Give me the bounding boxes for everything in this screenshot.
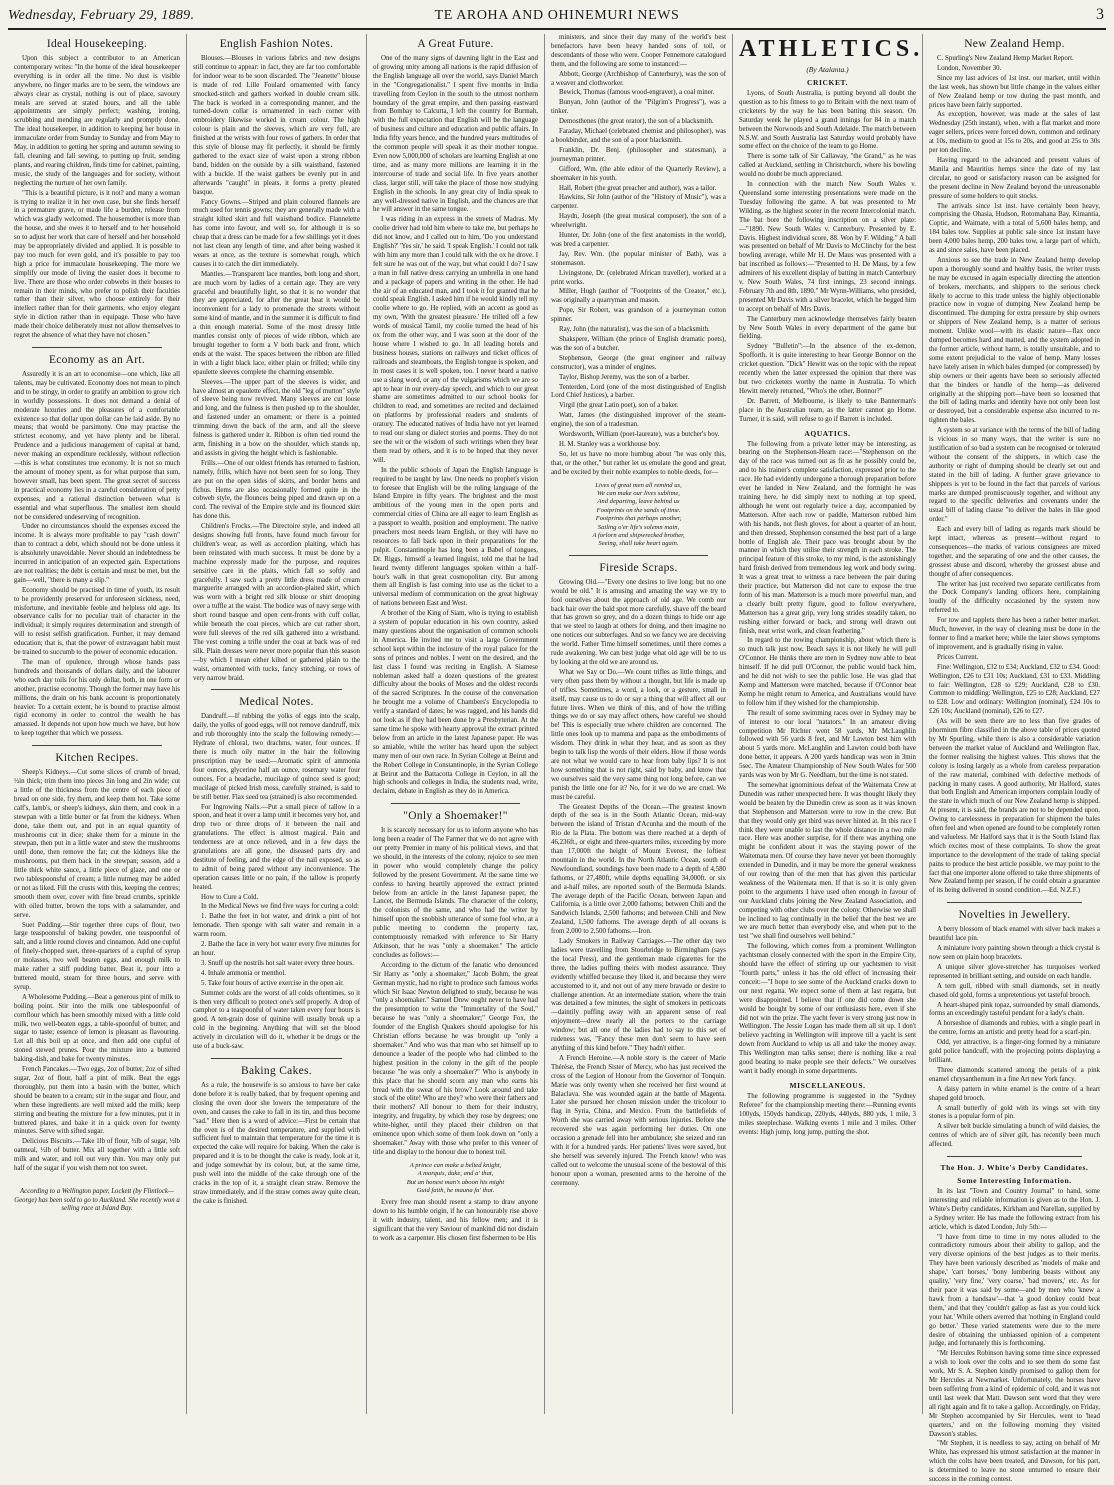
paragraph: The following programme is suggested in the "Sydney Referee" for the championship meeting there:—Running events 100yds, 150yds handicap, 220yds, 440yds, 880 yds, 1 mile, 3 miles steeplechase. Walking events 1 mile and 3 miles. Other events: High jump, long jump, putting the shot. (739, 1092, 916, 1136)
paragraph: Jay, Rev. Wm. (the popular minister of Bath), was a stonemason. (551, 250, 726, 267)
article-heading: Fireside Scraps. (599, 561, 678, 574)
article-heading: Novelties in Jewellery. (958, 909, 1071, 922)
divider (32, 745, 162, 746)
article-heading: New Zealand Hemp. (964, 38, 1065, 50)
divider (211, 689, 342, 690)
paragraph: French Pancakes.—Two eggs, 2oz of butter, 2oz of sifted sugar, 2oz of flour, half a pint of milk. Beat the eggs thoroughly, put them into a basin with the butter, which should be beaten to a cream; stir in the sugar and flour, and when these ingredients are well mixed add the milk; keep stirring and beating the mixture for a few minutes, put it in buttered plates, and bake it in a quick oven for twenty minutes. Serve with sifted sugar. (14, 1066, 180, 1136)
verse-line: A prince can make a belted knight, (409, 1161, 502, 1169)
paragraph: Growing Old.—"Every one desires to live long; but no one would be old." It is amusing and amazing the way we try to fool ourselves about the approach of old age. We comb our back hair over the bald spot more carefully, shave off the beard that has grown so grey, and do a dozen things to hide our age that we steel to laugh at others for doing, and then imagine no one notices our subterfuges. And so we fancy we are deceiving the world. Father Time himself sometimes, until there comes a rude awakening. We can best judge what old age will be to us by looking at the old we are around us. (551, 578, 726, 666)
verse (373, 1162, 538, 1196)
paragraph: Summer colds are the worst of all colds oftentimes, so it is then very difficult to protect one's self properly. A drop of camphor to a teaspoonful of water taken every four hours is good. A ten-grain dose of quinine will usually break up a cold in the beginning. Anything that will set the blood actively in circulation will do it, whether it be drugs or the use of a buck-saw. (193, 989, 360, 1051)
paragraph: A berry blossom of black enamel with silver back makes a beautiful lace pin. (929, 926, 1100, 943)
divider (947, 902, 1082, 903)
paragraph: Delicious Biscuits.—Take 1lb of flour, ½lb of sugar, ½lb oatmeal, ½lb of butter. Mix all together with a little soft milk and water, and roll out very thin. You may only put half of the sugar if you wish them not too sweet. (14, 1138, 180, 1173)
paragraph: Lyons, of South Australia, is putting beyond all doubt the question as to his fitness to go to Britain with the next team of cricketers by the way he has been batting this season. On Saturday week he played a grand innings for 84 in a match between the Norwoods and South Adelaide. The match between N.S.W. and South Australia last Saturday would probably have some effect on the choice of the team to go Home. (739, 90, 916, 151)
paragraph: For tow and tapplets there has been a rather better market. Much, however, in the way of cleaning must be done in the former to find a market here; while the later shows symptoms of improvement, and is gradually rising in value. (929, 617, 1100, 651)
paragraph: A heart-shaped pink topaz, surrounded by small diamonds, forms an exceedingly tasteful pendant for a lady's chain. (929, 1001, 1100, 1018)
paragraph: Stephenson, George (the great engineer and railway constructor), was a minder of engines. (551, 354, 726, 371)
article-heading: A Great Future. (417, 38, 494, 50)
paragraph: Every free man should resent a stamp to draw anyone down to his humble origin, if he can honourably rise above it with industry, talent, and his fellow men; and it is significant that the very Saviour of mankind did not disdain to work as a carpenter. His chosen first fishermen to be His (373, 1199, 538, 1242)
paragraph: Dandruff.—If rubbing the yolks of eggs into the scalp, daily, the yolks of good eggs, will not remove dandruff, mix and rub thoroughly into the scalp the following remedy:—Hydrate of chloral, two drachms, water, four ounces. If there is much oily matter in the hair the following prescription may be used:—Aromatic spirit of ammonia four ounces, glycerine half an ounce, rosemary water four ounces. For a headache, mucilage of quince seed is good; mucilage of picked Irish moss, carefully strained, is said to be still better. Flax seed tea (strained) is also recommended. (193, 713, 360, 801)
divider (32, 347, 162, 348)
paragraph: How to Cure a Cold. (201, 893, 259, 901)
article-body (929, 55, 1100, 896)
byline: (By Atalanta.) (806, 65, 849, 74)
paragraph: Lady Smokers in Railway Carriages.—The other day two ladies were travelling from Stourbridge to Birmingham (says the local Press), and the gentleman made cigarettes for the three, the ladies puffing theirs with modest assurance. They evidently whiffed because they liked it, and because they were accustomed to it, and not out of any mere bravado or desire to challenge attention. At an intermediate station, where the train was detained a few minutes, the sight of smokers in petticoats—daintily puffing away with an apparent sense of real enjoyment—drew nearly all the porters to the carriage window; but all one of the ladies had to say to this set of rudeness was, "Fancy these men don't seem to have seen anything of this kind before." They hadn't either. (551, 938, 726, 1052)
article-body (551, 579, 726, 1189)
paragraph: Upon this subject a contributor to an American contemporary writes: "In the home of the ideal housekeeper everything is in order all the time. No dust is visible anywhere, no finger marks are to be seen, the windows are always clear as crystal, nothing is out of place, savoury meals are served at stated hours, and all the table appointments are simply perfect; washing, ironing, scrubbing and mending are regularly and promptly done. The ideal housekeeper, in addition to keeping her house in immaculate order from Sunday to Sunday and from May to May, in addition to getting her spring and autumn sewing to fall, cleaning and fall sewing, to putting up fruit, sending plants, and rearing children, finds time for cabinet, painting, music, the study of the languages and for society, without neglecting the nurture of her own family. (14, 55, 180, 187)
paragraph: Children's Frocks.—The Directoire style, and indeed all designs showing full fronts, have found much favour for children's wear, as well as accordion plaiting, which has been reinstated with much success. It must be done by a machine expressly made for the purpose, and requires sensitive care in the plaits, which fall so softly and gracefully. I saw such a pretty little dress made of cream marguerite arranged with an accordion-plaited skirt, which was worn with a bright red silk blouse or shirt drooping over a tuffle at the waist. The bodice was of navy serge with short round basque and open cent-fronts with cuff collar, while beneath the coat pieces, which are cut rather short, were full sleeves of the red silk gathered into a wristband. The vest coming a trifle under the coat at back was of red silk. Plain dresses were never more popular than this season—by which I mean either kilted or gathered plain to the waist, ornamented with tucks, fancy stitching, or rows of very narrow braid. (193, 523, 360, 682)
paragraph: A brother of the King of Siam, who is trying to establish a system of popular education in his own country, asked many questions about the organisation of common schools in America. He invited me to visit a large Government school kept within the inclosure of the royal palace for the sons of princes and nobles. I went on the desired, and the last class I found was reciting in English. A Siamese nobleman asked half a dozen questions of the greatest difficulty about the books of Moses and the oldest records of the sacred Scriptures. In the course of the conversation he brought me a volume of Chambers's Encyclopedia to verify a standard of dates; he was ragged, and his hands did not look as if they had been done by a Presbyterian. At the same time he spoke with hearty approval the extract printed below from an article in the latest Japanese paper. He was so amiable, while the writer has heard upon the subject many men of our own race. In Syrian College at Beirut and the Robert College in Constantinople, in the Syrian College at Beirut and the Battacotta College in Ceylon, in all the high schools and colleges in India, the students read, write, declaim, debate in English as they do in America. (373, 610, 538, 796)
paragraph: 5. Take four hours of active exercise in the open air. (201, 979, 344, 987)
article-body (193, 1082, 360, 1207)
paragraph: Faraday, Michael (celebrated chemist and philosopher), was a bookbinder, and the son of a poor blacksmith. (551, 128, 726, 144)
paragraph: Hunter, Dr. John (one of the first anatomists in the world), was bred a carpenter. (551, 232, 726, 248)
paragraph: Prices Current. (937, 653, 979, 661)
paragraph: In the Medical News we find five ways for curing a cold: (201, 903, 359, 911)
paragraph: Virgil (the great Latin poet), son of a baker. (559, 402, 679, 410)
column-4 (544, 34, 732, 1414)
paragraph: London, November 30. (937, 64, 1002, 72)
paragraph: It is scarcely necessary for us to inform anyone who has long been a reader of The Farmer that we do not agree with our pretty Premier in many of his political views, and that we should, in the interests of the colony, rejoice to see men in power who would completely change the policy followed by the present Government. At the same time we confess to having heartily approved the extract printed below from an article in the latest Japanese paper, the Lancet, the Bermuda Islands. The character of the colony, the colonists of the same, and who had the writer by himself upon the snobbish utterance of some fool who, at a public meeting to condemn the property tax, contemptuously remarked with reference to Sir Harry Atkinson, that he was "only a shoemaker." The article concludes as follows:— (373, 827, 538, 959)
paragraph: Anxious to see the trade in New Zealand hemp develop upon a thoroughly sound and healthy basis, the writer trusts he may be excused in again especially directing the attention of brokers, merchants, and shippers to the serious check likely to accrue to this trade unless the highly objectionable practice now in vogue of dumping New Zealand hemp be discontinued. The dumping for extra pressure by ship owners or shippers of New Zealand hemp, is a matter of serious moment. Unlike wool—with its elastic nature—flax once dumped becomes hard and matted, and the system adopted in the former article, without harm, is totally unsuitable, and to some extent prejudicial to the value of hemp. Many losses have lately arisen in which bales dumped (or compressed) by ship owners or their agents have been so seriously affected that the binders or handle of the hemp—as delivered originally at the shipping port—have been so loosened that the bill of lading marks and identity have not only been lost or destroyed, but a considerable expense also incurred to re-tighten the bales. (929, 256, 1100, 425)
paragraph: The following from a private letter may be interesting, as bearing on the Stephenson-Hearn race:—"Stephenson on the day of the race was turned out as fit as he possibly could be, and to his trainer's complete satisfaction, expressed prior to the race. He had evidently undergone a thorough preparation before ever he landed in New Zealand, and the fortnight he was training here, he did simply next to nothing at top speed, although he went out regularly twice a day, accompanied by Matterson. After each row or paddle, Matterson rubbed him with his hands, not flesh gloves, for about a quarter of an hour, and then dressed, Stephenson consumed the best part of a large bottle of English ale. Their pace was brought about by the manner in which they utilise their strength in each stroke. The principal feature of this stroke, to my mind, is the astonishingly hard finish derived from tremendous leg work and body swing. It was a great treat to witness a race between the pair during their practice, but Matterson did not care to expose the true form of his man. Matterson is a much more powerful man, and a clearly built pretty figure, good to follow everywhere, Matterson has a great grip, very long strides steadily taken, no rushing either forward or back, and strong well drawn out finish, neat wrist work, and clean feathering." (739, 440, 916, 635)
paragraph: Sheep's Kidneys.—Cut some slices of crumb of bread, ½in thick; trim them into pieces 3in long and 2in wide; cut a little of the thickness from the centre of each piece of bread on one side, fry them, and keep them hot. Take some calf's, lamb's, or sheep's kidneys, skin them, and cook in a stewpan with a little butter or fat from the kidneys. When done, take them out, and put in an equal quantity of mushrooms cut in dice; shake them for a minute in the stewpan, then put in a little water and stew the mushrooms until done, then remove the fat; cut the kidneys like the mushrooms, put them back in the stewpan; season, add a little thick white sauce, a little piece of glaze, and one or two tablespoonsful of cream; a little nutmeg may be added or not as liked. Fill the crusts with this, keeping the centres; smooth them over, cover with fine bread crumbs, sprinkle with oiled butter, brown the tops with a salamander, and serve. (14, 769, 180, 919)
paragraph: (As will be seen there are no less than five grades of phormium fibre classified in the above table of prices quoted by Mr Spurling, while there is also a considerable variation between the market value of Auckland and Wellington flax, the former realising the highest values. This shows that the colony is losing largely as a whole from careless preparation of the raw material, combined with defective methods of packing in many cases. A good authority, Mr Halford, states that both English and American importers complain loudly of the state in which much of our New Zealand hemp is shipped. At present, it is said, the brands are not to be depended upon. Owing to carelessness in preparation for shipment the bales often feel and when opened are found to be completely rotten and valueless. Mr Halford says that it is the South Island flax which excites most of these complaints. To show the great importance to the development of the trade of taking special pains to produce the best article possible, we may point to the fact that one importer alone offered to take three shipments of New Zealand hemp per season, if he could obtain a guarantee of its being delivered in sound condition.—Ed. N.Z.F.) (929, 718, 1100, 895)
verse-line: Seeing, shall take heart again. (598, 540, 679, 548)
paragraph: Ray, John (the naturalist), was the son of a blacksmith. (559, 326, 710, 334)
verse-line: But an honest man's aboon his might (406, 1178, 505, 1186)
paragraph: In regard to the rowing championship, about which there is so much talk just now, Beach says it is not likely he will pull O'Connor. He thinks there are men in Sydney now able to beat himself. If he did pull O'Connor, the public would back him, and he did not wish to see the public lose. He was glad that Kemp and Matterson were matched, because if O'Connor beat Kemp he might return to America, and Australians would have to follow him if they wished for the championship. (739, 637, 916, 707)
paragraph: In the public schools of Japan the English language is required to be taught by law. One needs no prophet's vision to foresee that English will be the ruling language of the Island Empire in fifty years. The brightest and the most ambitious of the young men in the open ports and commercial cities of China are all eager to learn English as a passport to wealth, position and employment. The native preachers most needs learn English, or they will have no resources to fall back upon in their preparations for the pulpit. Constantinople has long been a Babel of tongues, Dr. Riggs, himself a learned linguist, told me that he had heard twenty different languages spoken within a half-hour's walk in that great cosmopolitan city. But among them all English is fast coming into use as the ticket to a universal medium of communication on the great highway of nations between East and West. (373, 466, 538, 608)
paragraph: The arrivals since 1st inst. have certainly been heavy, comprising the Ohasia, Hudson, Rotomahana Bay, Kimantia, Coptic, and Waimate, with a total of 5,600 bales hemp, and 184 bales tow. Supplies at public sale since 1st instant have been 4,000 bales hemp, 200 bales tow, a large part of which, as and since sales, have been placed. (929, 202, 1100, 255)
column-5 (732, 34, 922, 1414)
article-body (14, 371, 180, 739)
article-body (193, 713, 360, 1052)
paragraph: Since my last advices of 1st inst. our market, until within the last week, has shown but little change in the values either of New Zealand hemp or tow during the past month, and prices have been fairly supported. (929, 74, 1100, 109)
paragraph: A small butterfly of gold with its wings set with tiny stones is a popular form of pin. (929, 1104, 1100, 1121)
paragraph: According to the dictum of the fanatic who denounced Sir Harry as "only a shoemaker," Jacob Bohm, the great German mystic, had no right to produce such famous works which Sir Isaac Newton delighted to study, because he was "only a shoemaker." Samuel Drew ought never to have had the presumption to write the "Immortality of the Soul," because he was "only a shoemaker;" George Fox, the founder of the English Quakers should apologise for his Christian efforts because he was brought up "only a shoemaker." And who was that man who set himself up to denounce a leader of the people who had climbed to the highest position in the colony in the gift of the people because "he was only a shoemaker?" Who is anybody in this place that he should scorn any man who earns his bread with the sweat of his brow? Look around and take stock of the elite! Who are they? who were their fathers and their mothers? All honour to them for their industry, integrity, and frugality, by which they rose by degrees; one white-higher, until they placed their children on that eminence upon which some of them look down on "only a shoemaker." Away with those who prefer to this veneer of title and display to the honour due to honest toil. (373, 961, 538, 1156)
paragraph: A miniature ivory painting shown through a thick crystal is now seen on plain hoop bracelets. (929, 945, 1100, 961)
verse-line: Sailing o'er life's solemn main, (597, 523, 680, 531)
paragraph: For Ingrowing Nails.—Put a small piece of tallow in a spoon, and heat it over a lamp until it becomes very hot, and drop two or three drops of it between the nail and granulations. The effect is almost magical. Pain and tenderness are at once relieved, and in a few days the granulations are all gone, the diseased parts dry and destitute of feeling, and the edge of the nail exposed, so as to admit of being pared without any inconvenience. The operation causes little or no pain, if the tallow is properly heated. (193, 803, 360, 891)
paragraph: Sleeves.—The upper part of the sleeves is wider, and have almost an epaulette effect, the old "leg of mutton" style of sleeve being now revived. Many sleeves are cut loose and long, and the fulness is then pushed up to the shoulder, and fastened under an ornament; or there is a pointed trimming down the back of the arm, and all the sleeve fulness is gathered under it. Ribbon is often tied round the arm, finishing in a bow on the shoulder, which stands up, and assists in giving the height which is fashionable. (193, 378, 360, 457)
article-heading: Economy as an Art. (48, 354, 146, 366)
paragraph: A tern gull, ribbed with small diamonds, set in neatly chased old gold, forms a unpretentious yet tasteful brooch. (929, 982, 1100, 999)
paragraph: Economy should be practised in time of youth, its result to be providently preserved for unforeseen sickness, need, misfortune, and inevitable feeble and helpless old age. Its observance calls for no peculiar trait of character in the individual; it simply requires determination and strength of will to resist selfish gratification. Further, it may demand education; that is, that the power of extravagant habit must be trained to succumb to the power of economic education. (14, 586, 180, 657)
paragraph: Miller, Hugh (author of "Footprints of the Creator," etc.), was originally a quarryman and mason. (551, 288, 726, 305)
article-body (193, 55, 360, 683)
column-3 (366, 34, 544, 1414)
paragraph: As exception, however, was made at the sales of last Wednesday (25th instant), when, with a flat market and more eager sellers, prices were forced down, common and ordinary at 10s, medium to good at 15s to 20s, and good at 25s to 30s per ton decline. (929, 111, 1100, 155)
paragraph: A French Heroine.—A noble story is the career of Marie Thérèse, the French Sister of Mercy, who has just received the cross of the Legion of Honour from the Governor of Tonquin. Marie was only twenty when she received her first wound at Balaclava. She was wounded again at the battle of Magenta. Later she pursued her chosen mission under the tricolour to flag in Syria, China, and Mexico. From the battlefields of Worth she was carried away with serious injuries. Before she recovered she was again performing her duties. On one occasion a grenade fell into her ambulance; she seized and ran with it for a hundred yards. Her patients' lives were saved, but she herself was severely injured. The French know! who was called out to welcome the unusual scene of the bestowal of this honour upon a woman, presented arms to the heroine of the ceremony. (551, 1054, 726, 1187)
section-heading-athletics: ATHLETICS. (739, 36, 924, 62)
paragraph: Suet Pudding.—Stir together three cups of flour, two large teaspoonsful of baking powder, one teaspoonful of salt, and a little round cloves and cinnamon. Add one cupful of finely-chopped suet, three-quarters of a cupful of syrup or molasses, two well beaten eggs, and enough milk to make rather a stiff pudding batter. Beat it, pour into a buttered mould, steam for three hours, and serve with syrup. (14, 921, 180, 991)
column-2 (186, 34, 366, 1414)
verse-line: Guid faith, he mauna fa' that. (416, 1186, 495, 1194)
subheading: Some Interesting Information. (957, 1176, 1072, 1186)
issue-date: Wednesday, February 29, 1889. (8, 8, 195, 23)
verse-line: Lives of great men all remind us, (595, 481, 682, 489)
paragraph: 4. Inhale ammonia or menthol. (201, 969, 286, 977)
article-body (14, 55, 180, 341)
article-heading: Baking Cakes. (241, 1064, 312, 1077)
paragraph: The result of some swimming races over in Sydney may be of interest to our local "natators." In an amateur diving competition Mr Richter went 58 yards, Mr McLaughlin followed with 56 yards 8 feet, and Mr Lawton best him with about 5 yards more. McLaughlin and Lawton could both have done better, it appears. A 200 yards handicap was won in 3min 5sec. The Amateur Championship of New South Wales for 500 yards was won by Mr G. Needham, but the time is not stated. (739, 709, 916, 780)
subheading: AQUATICS. (804, 428, 851, 438)
paragraph: ministers, and since their day many of the world's best benefactors have been heavy handed sons of toil, or descendants of those who were. Cooper Fennemore catalogued them, and the following are some to instanced:— (551, 34, 726, 68)
paragraph: Bunyan, John (author of the "Pilgrim's Progress"), was a tinker. (551, 99, 726, 116)
paragraph: So, let us have no more humbug about "he was only this, that, or the other," but rather let us emulate the good and great, and be excited by their noble examples to noble deeds, for— (551, 450, 726, 476)
newspaper-title: TE AROHA AND OHINEMURI NEWS (434, 8, 680, 23)
paragraph: Bewick, Thomas (famous wood-engraver), a coal miner. (559, 89, 715, 97)
page-columns (8, 34, 1106, 1484)
page-number: 3 (1096, 6, 1104, 23)
paragraph: 3. Snuff up the nostrils hot salt water every three hours. (201, 959, 354, 967)
paragraph: A system so at variance with the terms of the bill of lading is vicious in so many ways, that the writer is sure no justification of so bad a system can be recognised or tolerated without the consent of the shippers, in which case the authority or right of dumping should be clearly set out and stated in the bill of lading. A further grave grievance to shippers is yet to be found in the fact that parcels of various marks are dumped promiscuously together, and without any regard to the specific deliveries and covenants under the usual bill of lading clause "to deliver the bales in like good order." (929, 427, 1100, 524)
paragraph: Haydn, Joseph (the great musical composer), the son of a wheelwright. (551, 213, 726, 230)
paragraph: Assuredly it is an art to economise—one which, like all talents, may be cultivated. Economy does not mean to pinch and to be stingy, in order to gratify an ambition to grow rich in worldly possessions. It does not demand a denial of moderate luxuries and the pleasures of a comfortable existence so that dollar upon dollar can be laid aside. By no means; that would be parsimony. One may practise the strictest economy, and yet have plenty and be liberal. Prudence and a judicious management of capital at hand, never making an expenditure recklessly, without reflection—this is what constitutes true economy. It is not so much the amount of money spent, as for what purpose that sum, however small, has been spent. The great secret of success in practical economy lies in a careful consideration of petty expenses, and a rational distinction between what is essential and what superfluous. The smallest item should not be considered undeserving of recognition. (14, 371, 180, 521)
paragraph: Tenterden, Lord (one of the most distinguished of English Lord Chief Justices), a barber. (551, 383, 726, 400)
divider (211, 1058, 342, 1059)
article-body (739, 1093, 916, 1138)
article-heading: Kitchen Recipes. (55, 752, 139, 765)
subheading: MISCELLANEOUS. (789, 1080, 866, 1090)
paragraph: Abbott, George (Archbishop of Canterbury), was the son of a weaver and clothworker. (551, 70, 726, 87)
article-body (739, 441, 916, 1077)
paragraph: Hawkins, Sir John (author of the "History of Music"), was a carpenter. (551, 194, 726, 211)
paragraph: As a rule, the housewife is so anxious to have her cake done before it is really baked, that by frequent opening and closing the oven door she lowers the temperature of the oven, and causes the cake to fall in its tin, and thus become "sad." Here then is a word of advice:—First be certain that the oven is of the desired temperature, and supplied with sufficient fuel to maintain that temperature for the time it is expected the cake will require for baking. When the cake is prepared and it is to be thought the cake is ready, look at it, and judge somewhat by its colour, but, at the same time, push well into the middle of the cake through one of the cracks in the top of it, a straight clean straw. Remove the straw immediately, and if the straw comes away quite clean, the cake is finished. (193, 1081, 360, 1205)
divider (947, 1156, 1082, 1157)
paragraph: Frills.—One of our oldest friends has returned to fashion, namely, frills, which have not been seen for so long. They are put on the open sides of skirts, and border hems and fichus. Hems are also occasionally formed quite in the cobweb style, the flounces being piped and drawn up on a cord. The revival of the Empire style and its flounced skirt has done this. (193, 459, 360, 521)
article-heading: Medical Notes. (239, 696, 314, 709)
paragraph: Under no circumstances should the expenses exceed the income. It is always more profitable to pay "cash down" than to contract a debt, which should not be done unless it is absolutely unavoidable. Never should an indebtedness be incurred in anticipation of an expected gain. Expectations are not realities; the debt is certain and must be met, but the gain—well, "there is many a slip." (14, 523, 180, 584)
paragraph: Fancy Gowns.—Striped and plain coloured flannels are much used for tennis gowns; they are generally made with a straight kilted skirt and full waistband bodice. Flannelette has come into favour, and well so, for although it is so cheap that a dress can be made for a few shillings yet it does not last clean any length of time, and after being washed it wears at once, as the texture is somewhat rough, which causes it to catch the dirt immediately. (193, 198, 360, 268)
article-body (14, 769, 180, 1174)
paragraph: Hall, Robert (the great preacher and author), was a tailor. (559, 184, 717, 192)
paragraph: A silver belt buckle simulating a bunch of wild daisies, the centres of which are of silver gilt, has recently been much affected. (929, 1123, 1100, 1149)
subheading: CRICKET. (806, 78, 849, 87)
verse-line: We can make our lives sublime, (597, 490, 680, 497)
paragraph: 2. Bathe the face in very hot water every five minutes for an hour. (193, 941, 360, 957)
article-heading: Ideal Housekeeping. (46, 38, 148, 50)
verse-line: Footprints that perhaps another, (595, 515, 682, 523)
article-body (373, 1199, 538, 1244)
paragraph: Three diamonds scattered among the petals of a pink enamel chrysanthemum in a fine Art new York fancy. (929, 1066, 1100, 1083)
paragraph: Franklin, Dr. Benj. (philosopher and statesman), a journeyman printer. (551, 146, 726, 163)
article-body (373, 827, 538, 1158)
article-body (551, 34, 726, 478)
paragraph: Fine: Wellington, £32 to £34; Auckland, £32 to £34. Good: Wellington, £26 to £31 10s; Auckland, £31 to £33. Middling to fair: Wellington, £28 to £29; Auckland, £28 to £30. Common to middling: Wellington, £25 to £28; Auckland, £27 to £28. Low and ordinary: Wellington (nominal), £24 10s to £26 10s; Auckland (nominal), £26 to £27. (929, 663, 1100, 716)
column-6 (922, 34, 1106, 1484)
paragraph: Watt, James (the distinguished improver of the steam-engine), the son of a tradesman. (551, 412, 726, 429)
paragraph: H. M. Stanley was a workhouse boy. (559, 440, 661, 448)
paragraph: The following, which comes from a prominent Wellington yachtsman closely connected with the sport in the Empire City, should have the effect of stirring up our yachtsmen to visit "fourth parts," unless it has the old effect of increasing their conceit:—"I hope to see some of the Auckland cracks down to our next regatta. We expect some of them at last regatta, but were disappointed. I believe that if one did come down she would be bought by some of our enthusiasts here, even if she did not win the prize. The yacht fever is very strong just now in Wellington. The Jessie Logan has made them all sit up. I don't believe yachting in Wellington will improve till a yacht is sent down from Auckland to whip us all and take the money away. This Wellington man talks sense; there is nothing like a real good beating to make people see their defects." We ourselves want it badly enough in some departments. (739, 943, 916, 1075)
paragraph: There is some talk of Sir Callaway, "the Grand," as he was called at Auckland, settling in Christchurch, where his bowling would no doubt be much appreciated. (739, 153, 916, 179)
article-body (739, 90, 916, 425)
article-body (929, 1188, 1100, 1485)
column-1 (8, 34, 186, 1414)
paragraph: Demosthenes (the great orator), the son of a blacksmith. (559, 118, 714, 126)
article-body (929, 926, 1100, 1150)
paragraph: The man of opulence, through whose hands pass hundreds and thousands of dollars daily, and the labourer who each day toils for his only dollar, both, in one form or another, practise economy. Though the former may have his millions, the drain on his bank account is proportionately heavier. To a certain extent, he is bound to practise almost rigid economy in order to control the wealth he has amassed. It depends not upon how much we have, but how to keep together that which we possess. (14, 659, 180, 738)
paragraph: What we Say or Do.—We count trifles as little things, and very often pass them by without a thought, but life is made up of trifles. Sometimes, a word, a look, or a gesture, small in itself, may cause us to do or say a thing that will affect all our future lives. When we think of this, and of how the trifling things we do or say may affect others, how careful we should be! This is especially true where children are concerned. The little ones look up to mamma and papa as the embodiments of wisdom. They drink in what they hear, and as soon as they begin to talk lisp the words of their elders. How if those words are not what we would care to hear from baby lips? It is not how something that is not right, said by baby, and know that we ourselves said the very same thing not long before, can we punish the little one for it? No, for it we do we are cruel. We must be careful. (551, 668, 726, 801)
paragraph: A Wholesome Pudding.—Beat a generous pint of milk to boiling point. Stir into the milk one tablespoonful of cornflour which has been smoothly mixed with a little cold milk, two well-beaten eggs, a table-spoonful of butter, and sugar to taste; essence of lemon is pleasant as flavouring. Let all this boil up at once, and then add one cupful of stoned stewed prunes. Pour the mixture into a buttered baking-dish, and bake for twenty minutes. (14, 993, 180, 1064)
paragraph: A unique silver glove-stretcher has turquoises worked represented in brilliant setting, and outside on each handle. (929, 963, 1100, 980)
paragraph: Livingstone, Dr. (celebrated African traveller), worked at a print works. (551, 269, 726, 286)
paragraph: Dr. Barrett, of Melbourne, is likely to take Bannerman's place in the Australian team, as the latter cannot go Home. Turner, it is said, will refuse to go if Barrett is included. (739, 397, 916, 423)
paragraph: The writer has just received two separate certificates from the Dock Company's landing officers here, complaining loudly of the difficulty occasioned by the system now referred to. (929, 580, 1100, 615)
paragraph: 1. Bathe the feet in hot water, and drink a pint of hot lemonade. Then sponge with salt water and remain in a warm room. (193, 913, 360, 939)
news-item: According to a Wellington paper, Lockett (by Flintlock—George) has been sold to go to Auckland. She recently won a selling race at Island Bay. (14, 1187, 180, 1213)
paragraph: Odd, yet attractive, is a finger-ring formed by a miniature gold police handcuff, with the projecting points displaying a brilliant. (929, 1039, 1100, 1064)
article-body (373, 55, 538, 797)
paragraph: Blouses.—Blouses in various fabrics and new designs still continue to appear: in fact, they are far too comfortable for indoor wear to be soon discarded. The "Jeanette" blouse is made of red Lille Foulard ornamented with fancy smocked-stitch and gathers worked in double cream silk. The back is worked in a corresponding manner, and the turned-down collar is ornamented in each corner with embroidery likewise worked in cream colour. The high colour is plain and the sleeves, which are very full, are finished at the wrists with four rows of gathers. In order that this style of blouse may fit perfectly, it should be firmly gathered to the exact size of waist upon a strong ribbon band, hidden on the outside by a silk waistband, fastened with a buckle. If the waist gathers be evenly put in and afterwards "caught" in pleats, it forms a pretty pleated basque. (193, 55, 360, 196)
paragraph: A horseshoe of diamonds and rubies, with a single pearl in the centre, forms an artistic and pretty head for a scarf-pin. (929, 1020, 1100, 1037)
verse-line: Footprints on the sands of time. (596, 506, 681, 514)
paragraph: The Greatest Depths of the Ocean.—The greatest known depth of the sea is in the South Atlantic Ocean, mid-way between the island of Tristan d'Acunha and the mouth of the Rio de la Plata. The bottom was there reached at a depth of 46,236ft., or eight and three-quarters miles, exceeding by more than 17,000ft the height of Mount Everest, the loftiest mountain in the world. In the North Atlantic Ocean, south of Newfoundland, soundings have been made to a depth of 4,580 fathoms, or 27,480ft, while depths equalling 34,000ft. or six and a-half miles, are reported south of the Bermuda Islands. The average depth of the Pacific Ocean, between Japan and California, is a little over 2,000 fathoms; between Chili and the Sandwich Islands, 2,500 fathoms; and between Chili and New Zealand, 1,500 fathoms. The average depth of all oceans is from 2,000 to 2,500 fathoms.—Iron. (551, 803, 726, 936)
paragraph: The Canterbury men acknowledge themselves fairly beaten by New South Wales in every department of the game but fielding. (739, 315, 916, 341)
paragraph: C. Spurling's New Zealand Hemp Market Report. (937, 55, 1074, 62)
verse-line: A marquis, duke, and a' that, (417, 1170, 494, 1178)
article-heading: English Fashion Notes. (219, 38, 334, 50)
paragraph: "This is a beautiful picture, is it not? and many a woman is trying to realize it in her own case, but she finds herself in a premature grave, or made life a burden, release from which was gladly welcomed. The housemother is more than the house, and she owes it to herself and to her household so to adjust her work that care of herself and her household may be appropriately divided and applied. It is possible to pay too much for even gold, and it's possible to pay too high a price for immaculate housekeeping. The more we simplify our mode of living the easier does it become to live. There are those who order cobwebs in their houses to remain in their minds, who prefer to polish their faculties rather than their silver, who choose entirely for their intellect rather than for their garments, who enjoy elegant style in diction rather than in equipage. Those who have made their choice deliberately must not allow themselves to regret the absence of what they have not chosen." (14, 189, 180, 340)
verse-line: A forlorn and shipwrecked brother, (592, 532, 685, 540)
paragraph: One of the many signs of dawning light in the East and of growing unity among all nations is the rapid diffusion of the English language all over the world, says Daniel March in the "Congregationalist." I spent five months in India travelling from Ceylon in the south to the utmost northern boundary of the great empire, and then passing eastward from Bombay to Calcutta, I left the country for Burmah, with the full expectation that English will be the language of business and culture and education and public affairs. In India fifty years hence, and the hundred years multitudes of the common people will speak it as their mother tongue. Even now 5,000,000 of scholars are learning English at one time, and as many more millions are learning it in the intercourse of trade and social life. In five years another class, larger still, will take the place of those now studying English in the schools. In any great city of India speak to any well-dressed native in English, and the chances are that he will answer in the same tongue. (373, 55, 538, 214)
paragraph: Wordsworth, William (poet-laureate), was a butcher's boy. (559, 431, 720, 439)
verse (551, 482, 726, 549)
paragraph: "I have from time to time in my notes alluded to the contradictory rumours about their ability to gallop, and the very diverse opinions of the best judges as to their merits. They have been variously described as 'models of make and shape,' 'cart horses,' 'bony lumbering beasts without any quality,' 'very fine,' 'very coarse,' 'bad movers,' etc. As for their pace it was said by some—and by men who 'knew a hawk from a handsaw'—that 'a good donkey could beat them,' and that they 'couldn't gallop as fast as you could kick your hat.' While others averred that 'nothing in England could go better.' These varied statements were due to the mere desire of obtaining the unbiassed opinion of a competent judge, and fortunately this is forthcoming. (929, 1233, 1100, 1348)
paragraph: Each and every bill of lading as regards mark should be kept intact, whereas as present—without regard to consequences—the marks of various consignees are mixed together, and the separating of one and the other causes, the grossest abuse and discord, whereby the grossest abuse and thought of after consequences. (929, 526, 1100, 578)
article-heading: "Only a Shoemaker!" (403, 810, 508, 823)
paragraph: Taylor, Bishop Jeremy, was the son of a barber. (559, 373, 690, 381)
paragraph: "Mr Stephen, it is needless to say, acting on behalf of Mr White, has expressed his utmost satisfaction at the manner in which the colts have been treated, and Dawson, for his part, is determined to leave no stone unturned to ensure their success in the coming contest. (929, 1440, 1100, 1484)
paragraph: Shakspere, William (the prince of English dramatic poets), was the son of a butcher. (551, 336, 726, 352)
masthead (8, 6, 1106, 30)
divider (391, 803, 520, 804)
paragraph: Gifford, Wm. (the able editor of the Quarterly Review), a shoemaker in his youth. (551, 165, 726, 182)
verse-line: And departing, leave behind us (597, 498, 680, 506)
paragraph: Pope, Sir Robert, was grandson of a journeyman cotton spinner. (551, 307, 726, 324)
paragraph: In its last "Town and Country Journal" to hand, some interesting and reliable information is given as to the Hon. J. White's Derby candidates, Kirkham and Narellan, supplied by a Sydney writer. He has made the following extract from his article, which is dated London, July 5th:— (929, 1188, 1100, 1231)
paragraph: "Mr Hercules Robinson having some time since expressed a wish to look over the colts and to see them do some fast work, Mr S. A. Stephen kindly promised to gallop them for Mr Hercules at Newmarket. Unfortunately, the horses have been suffering from a kind of epidemic of cold, and it was not until last week that Matt. Dawson sent word that they were all right again and fit to take a gallop. Accordingly, on Friday, Mr Stephen accompanied by Sir Hercules, went to 'head quarters,' and on the following morning they visited Dawson's stables. (929, 1350, 1100, 1438)
paragraph: Mantles.—Transparent lace mantles, both long and short, are much worn by ladies of a certain age. They are very graceful and beautifully light, so that it is no wonder that they are appreciated, for after the great heat it would be inconvenient for a lady to promenade the streets without some kind of mantle, and in the summer it is difficult to find a thin enough material. Some of the most dressy little mantles consist only of pieces of wide ribbon, which are brought together to form a V both back and front, which ends at the waist. The spaces between the ribbon are filled in with a light black lace, either plain or frilled; while tiny epaulette sleeves complete the charming ensemble. (193, 270, 360, 376)
paragraph: A daisy pattern in white enamel is the centre of a heart shaped gold brooch. (929, 1085, 1100, 1102)
paragraph: The somewhat ignominious defeat of the Waitemata Crew at Dunedin was rather unexpected here. It was thought likely they would be beaten by the Dunedin crew as soon as it was known that Stephenson and Matterson were to row in the crew. But that they would only get third was never hinted at. In this race I think they were unable to last the whole distance in a two mile race. Here was another surprise, for if there was anything one might be confident about it was the staying power of the Waitemata men. Of course they have never yet been thoroughly extended in Dunedin, and it may be more the general weakness of our rowing than of the men that has given this particular weakness of the Waitemata men. If that is so it is only given point to the arguments I have used often enough in favour of our Auckland clubs joining the New Zealand Association, and competing with other clubs over the colony. Otherwise we shall be inclined to lag continually in the belief that the best we are we are much better than everybody else, and when put to the test "we shall find ourselves well behind." (739, 781, 916, 941)
paragraph: Having regard to the advanced and present values of Manila and Mauritius hemps since the date of my last circular, no good or satisfactory reason can be assigned for the present decline in New Zealand beyond the unreasonable pressure of some holders to quit stocks. (929, 156, 1100, 200)
paragraph: I was riding in an express in the streets of Madras. My coolie driver had told him where to take me, but perhaps he did not know, and I called out to him, 'Do you understand English?' 'Yes sir,' he said. 'I speak English.' I could not talk with him any more than I could talk with the ox he drove. I felt sure he was out of the way, but what could I do? I saw a man in full native dress carrying an umbrella in one hand and a package of papers and writing in the other. He had the air of an educated man, and I took it for granted that he could speak English. I asked him if he would kindly tell my coolie where to go. He replied, with an accent as good as my own, 'With the greatest pleasure.' He trilled off a few words of musical Tamil, my coolie turned the head of his ox from the other way, and I was soon at the door of the house where I wished to go. In all leading hotels and business houses, stations on railways and ticket offices of railroads and steamboats, the English tongue is spoken, and in most cases it is well spoken, too. I never heard a native use a slang word, or any of the vulgarisms which we are so apt to hear in our every-day speech, and which to our great shame are sometimes admitted to our school books for children to read, and sometimes are recited and declaimed on platforms by professional readers and students of oratory. The educated natives of India have not yet learned to read our slang or dialect stories and poems. They do not see the wit or the wisdom of such writings when they hear them read by others, and it is to be hoped that they never will. (373, 216, 538, 464)
paragraph: Sydney "Bulletin":—In the absence of the ex-demon, Spofforth, it is quite interesting to hear George Bonnor on the cricket question. "Dick" Hewitt was on the topic with the repeat recently when the latter expressed the opinion that there was but two cricketers worthy the name in Australia. To which Hewitt merely returned, "Who's the other, Bonnor?" (739, 343, 916, 395)
paragraph: In connection with the match New South Wales v. Queensland some interesting presentations were made on the Tuesday following the game. A bat was presented to Mr Wilding, as the highest scorer in the recent Intercolonial match. The bat bore the following inscription on a silver plate:—"1890. New South Wales v. Canterbury. Presented by E. Davis. Highest individual score, 88. Won by F. Wilding." A ball was presented on behalf of Mr Davis to McClinchy for the best bowling average, while Mr H. De Maus was presented with a bat inscribed as follows:—"Presented to H. De Maus, by a few admirers of his excellent display of batting in match Canterbury v. New South Wales, 74 first innings, 23 second innings. February 7th and 8th, 1890." Mr Wynn-Williams, who presided, presented Mr Davis with a silver bracelet, which he begged him to accept on behalf of Mrs Davis. (739, 181, 916, 313)
subheading: The Hon. J. White's Derby Candidates. (940, 1163, 1089, 1173)
divider (569, 555, 708, 556)
